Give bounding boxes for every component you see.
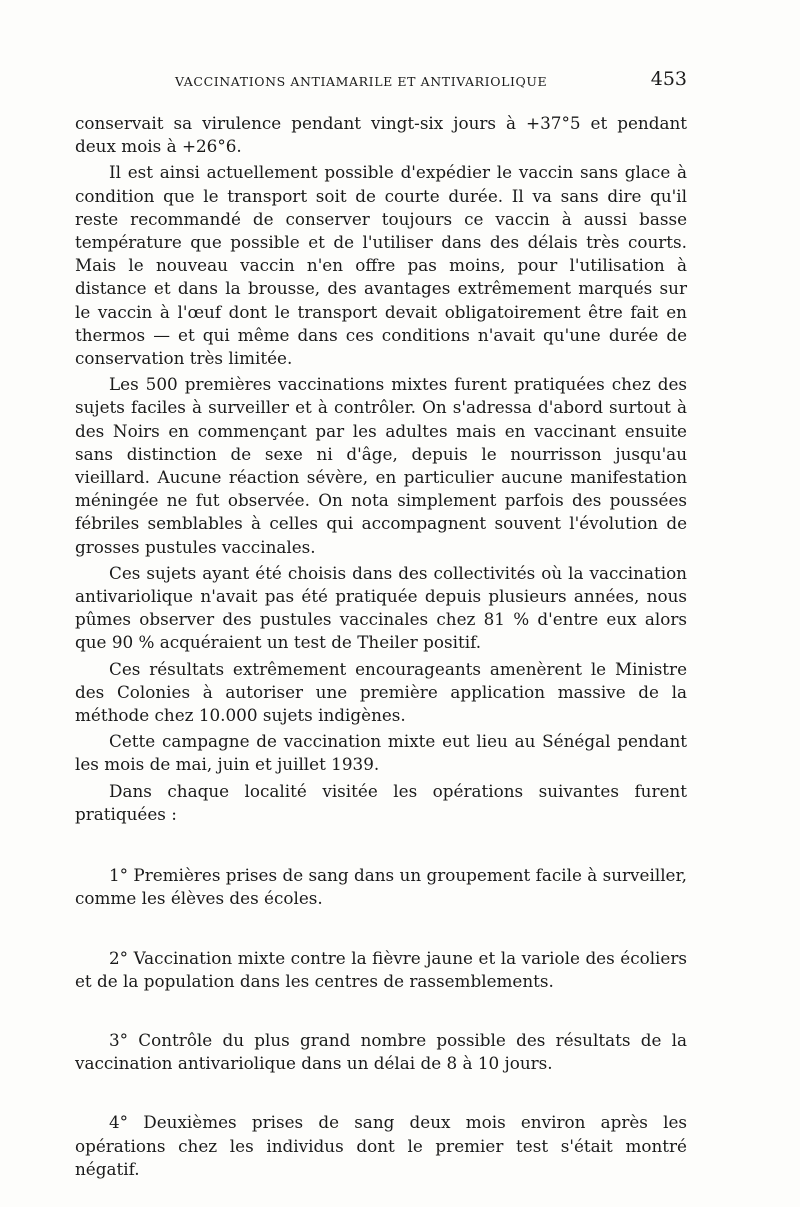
list-item: 3° Contrôle du plus grand nombre possible des résultats de la vaccination antivariolique dans un délai de 8 à 10 jours. xyxy=(75,1029,687,1074)
page-header xyxy=(75,70,687,94)
running-title: VACCINATIONS ANTIAMARILE ET ANTIVARIOLIQUE xyxy=(175,74,548,89)
paragraph: Cette campagne de vaccination mixte eut lieu au Sénégal pendant les mois de mai, juin et juillet 1939. xyxy=(75,731,687,775)
list-item: 4° Deuxièmes prises de sang deux mois environ après les opérations chez les individus dont le premier test s'était montré négatif. xyxy=(75,1112,687,1179)
paragraph: conservait sa virulence pendant vingt-six jours à +37°5 et pendant deux mois à +26°6. xyxy=(75,113,687,157)
list-item: 1° Premières prises de sang dans un groupement facile à surveiller, comme les élèves des écoles. xyxy=(75,865,687,909)
paragraph: Ces sujets ayant été choisis dans des collectivités où la vaccination antivariolique n'avait pas été pratiquée depuis plusieurs années, nous pûmes observer des pustules vaccinales chez 81 % d'entre eux alors que 90 % acquéraient un test de Theiler positif. xyxy=(75,562,687,653)
paragraph: Ces résultats extrêmement encourageants amenèrent le Ministre des Colonies à autoriser une première application massive de la méthode chez 10.000 sujets indigènes. xyxy=(75,658,687,726)
page-number: 453 xyxy=(650,68,687,90)
list-item: 2° Vaccination mixte contre la fièvre jaune et la variole des écoliers et de la population dans les centres de rassemblements. xyxy=(75,947,687,991)
paragraph: Il est ainsi actuellement possible d'expédier le vaccin sans glace à condition que le transport soit de courte durée. Il va sans dire qu'il reste recommandé de conserver toujours ce vaccin à aussi basse température que possible et de l'utiliser dans des délais très courts. Mais le nouveau vaccin n'en offre pas moins, pour l'utilisation à distance et dans la brousse, des avantages extrêmement marqués sur le vaccin à l'œuf dont le transport devait obligatoirement être fait en thermos — et qui même dans ces conditions n'avait qu'une durée de conservation très limitée. xyxy=(75,162,687,369)
paragraph: Les 500 premières vaccinations mixtes furent pratiquées chez des sujets faciles à surveiller et à contrôler. On s'adressa d'abord surtout à des Noirs en commençant par les adultes mais en vaccinant ensuite sans distinction de sexe ni d'âge, depuis le nourrisson jusqu'au vieillard. Aucune réaction sévère, en particulier aucune manifestation méningée ne fut observée. On nota simplement parfois des poussées fébriles semblables à celles qui accompagnent souvent l'évolution de grosses pustules vaccinales. xyxy=(75,374,687,557)
body-text xyxy=(75,112,687,1184)
paragraph: Dans chaque localité visitée les opérations suivantes furent pratiquées : xyxy=(75,780,687,824)
